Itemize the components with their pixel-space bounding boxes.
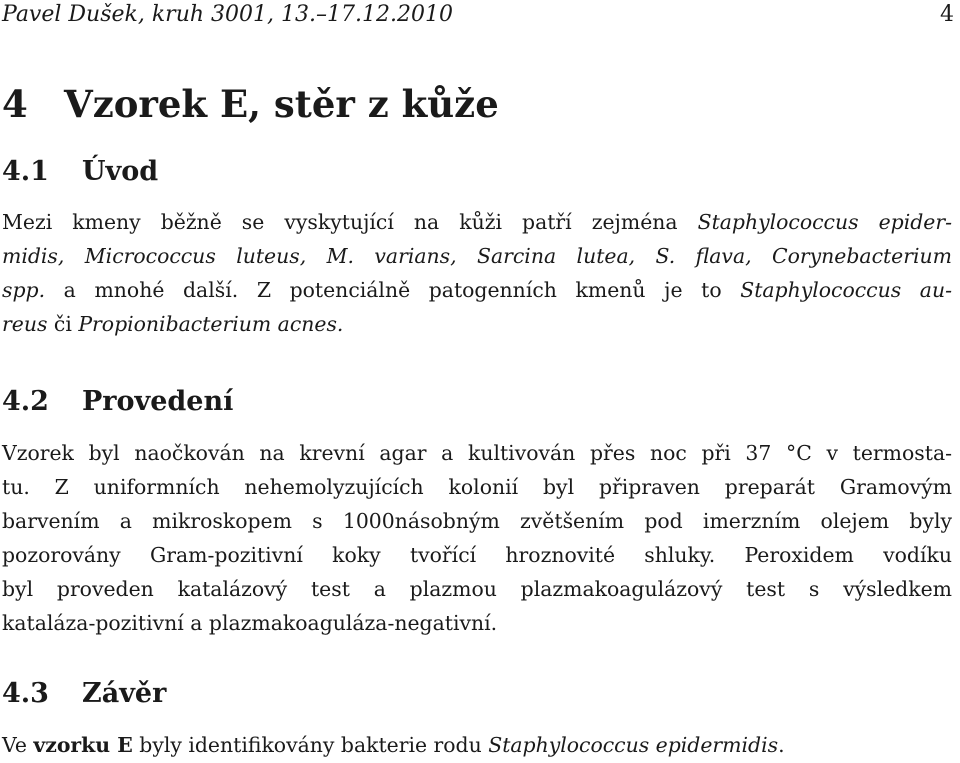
page-number: 4 [940, 2, 954, 27]
section-number: 4 [2, 82, 28, 126]
subsection-title: Závěr [82, 678, 167, 709]
text-line: pozorovány Gram-pozitivní koky tvořící hroznovité shluky. Peroxidem vodíku [2, 543, 952, 567]
text-line: tu. Z uniformních nehemolyzujících kolonií byl připraven preparát Gramovým [2, 475, 952, 499]
subsection-heading-zaver [2, 676, 166, 712]
subsection-title: Úvod [82, 156, 159, 187]
paragraph-zaver [2, 728, 952, 762]
page-header [0, 2, 958, 28]
subsection-number: 4.3 [2, 678, 49, 709]
text-line: Mezi kmeny běžně se vyskytující na kůži patří zejména Staphylococcus epider- [2, 210, 953, 234]
text-line: Vzorek byl naočkován na krevní agar a kultivován přes noc při 37 °C v termosta- [2, 441, 952, 465]
subsection-number: 4.1 [2, 156, 49, 187]
section-heading [2, 80, 499, 128]
header-author-date: Pavel Dušek, kruh 3001, 13.–17.12.2010 [2, 2, 453, 27]
text-line: byl proveden katalázový test a plazmou plazmakoagulázový test s výsledkem [2, 577, 952, 601]
subsection-title: Provedení [82, 386, 234, 417]
text-line: Ve vzorku E byly identifikovány bakterie rodu Staphylococcus epidermidis. [2, 733, 785, 757]
text-line: kataláza-pozitivní a plazmakoaguláza-negativní. [2, 611, 498, 635]
subsection-number: 4.2 [2, 386, 49, 417]
paragraph-uvod [2, 205, 952, 341]
text-line: barvením a mikroskopem s 1000násobným zvětšením pod imerzním olejem byly [2, 509, 952, 533]
text-line: reus či Propionibacterium acnes. [2, 312, 344, 336]
text-line: midis, Micrococcus luteus, M. varians, Sarcina lutea, S. flava, Corynebacterium [2, 244, 952, 268]
section-title: Vzorek E, stěr z kůže [64, 82, 499, 126]
text-line: spp. a mnohé další. Z potenciálně patogenních kmenů je to Staphylococcus au- [2, 278, 952, 302]
subsection-heading-provedeni [2, 384, 233, 420]
subsection-heading-uvod [2, 154, 158, 190]
paragraph-provedeni [2, 436, 952, 640]
